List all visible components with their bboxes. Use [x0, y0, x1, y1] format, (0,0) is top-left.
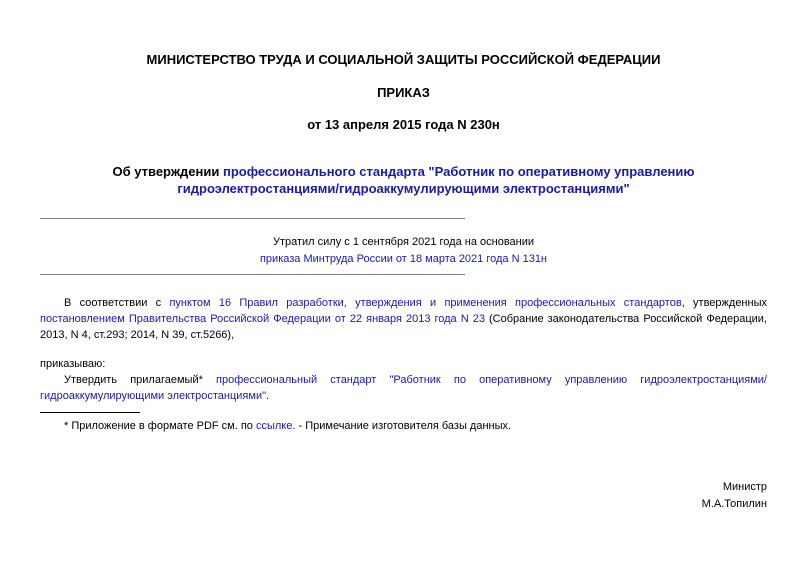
doc-type-heading: ПРИКАЗ	[377, 85, 430, 100]
document-title	[0, 163, 807, 197]
footnote-end: . - Примечание изготовителя базы данных.	[292, 420, 512, 432]
footnote-divider	[40, 412, 140, 413]
rules-link[interactable]: пунктом 16 Правил разработки, утверждения и применения профессиональных стандартов	[169, 297, 682, 309]
title-standard-link-cont[interactable]: гидроэлектростанциями/гидроаккумулирующими электростанциями"	[177, 181, 630, 196]
standard-link[interactable]: профессиональный стандарт "Работник по оперативному управлению гидроэлектростанциями/гидроаккумулирующими электростанциями"	[40, 374, 767, 402]
p1-end: (Собрание законодательства Российской Федерации, 2013, N 4, ст.293; 2014, N 39, ст.5266),	[40, 313, 767, 341]
footnote-start: * Приложение в формате PDF см. по	[64, 420, 256, 432]
paragraph-basis	[40, 295, 767, 343]
p1-start: В соответствии с	[64, 297, 170, 309]
p1-mid: , утвержденных	[681, 297, 767, 309]
signature-position: Министр	[722, 481, 767, 493]
footnote	[40, 418, 767, 434]
ministry-heading: МИНИСТЕРСТВО ТРУДА И СОЦИАЛЬНОЙ ЗАЩИТЫ РОССИЙСКОЙ ФЕДЕРАЦИИ	[146, 52, 661, 67]
title-prefix: Об утверждении	[112, 164, 223, 179]
pdf-link[interactable]: ссылке	[255, 420, 293, 432]
p3-end: .	[266, 390, 270, 402]
resolution-link[interactable]: постановлением Правительства Российской Федерации от 22 января 2013 года N 23	[40, 313, 485, 325]
date-number-heading: от 13 апреля 2015 года N 230н	[307, 117, 500, 132]
bottom-divider	[40, 274, 465, 275]
title-standard-link[interactable]: профессионального стандарта "Работник по оперативному управлению	[222, 164, 695, 179]
status-line: Утратил силу с 1 сентября 2021 года на основании	[272, 236, 535, 248]
top-divider	[40, 218, 465, 219]
paragraph-order: приказываю:	[40, 358, 106, 370]
signature-name: М.А.Топилин	[701, 498, 767, 510]
status-order-link[interactable]: приказа Минтруда России от 18 марта 2021 года N 131н	[259, 253, 548, 265]
paragraph-approve	[40, 372, 767, 404]
p3-start: Утвердить прилагаемый*	[64, 374, 217, 386]
